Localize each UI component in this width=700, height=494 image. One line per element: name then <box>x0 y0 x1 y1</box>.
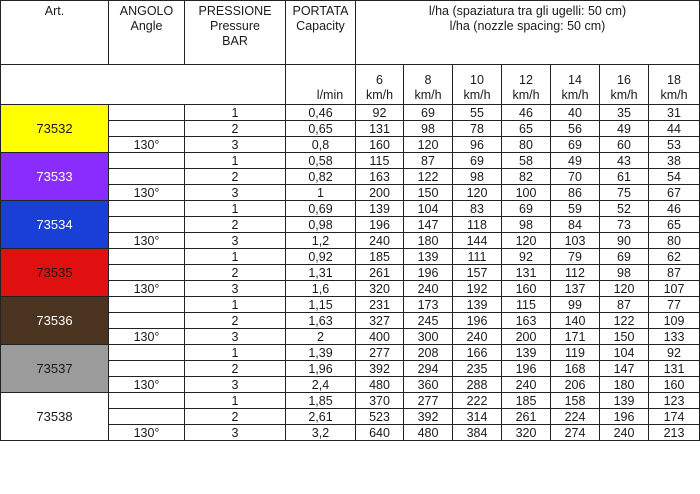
header-speed-16: 16 km/h <box>600 65 649 105</box>
pressure-cell: 1 <box>185 345 286 361</box>
lha-value-cell: 139 <box>404 249 453 265</box>
lha-value-cell: 96 <box>453 137 502 153</box>
header-capacity-unit: l/min <box>286 65 356 105</box>
lha-value-cell: 54 <box>649 169 700 185</box>
lha-value-cell: 180 <box>404 233 453 249</box>
lha-value-cell: 480 <box>356 377 404 393</box>
lha-value-cell: 46 <box>649 201 700 217</box>
angle-cell: 130° <box>109 425 185 441</box>
lha-value-cell: 274 <box>551 425 600 441</box>
capacity-cell: 1,85 <box>286 393 356 409</box>
pressure-cell: 1 <box>185 393 286 409</box>
lha-value-cell: 384 <box>453 425 502 441</box>
lha-value-cell: 200 <box>356 185 404 201</box>
lha-value-cell: 180 <box>600 377 649 393</box>
lha-value-cell: 73 <box>600 217 649 233</box>
lha-value-cell: 288 <box>453 377 502 393</box>
lha-value-cell: 392 <box>404 409 453 425</box>
capacity-cell: 0,98 <box>286 217 356 233</box>
header-speed-8: 8 km/h <box>404 65 453 105</box>
header-speed-6: 6 km/h <box>356 65 404 105</box>
lha-value-cell: 277 <box>404 393 453 409</box>
lha-value-cell: 150 <box>404 185 453 201</box>
pressure-cell: 1 <box>185 105 286 121</box>
lha-value-cell: 49 <box>551 153 600 169</box>
angle-cell: 130° <box>109 137 185 153</box>
capacity-cell: 2 <box>286 329 356 345</box>
lha-value-cell: 192 <box>453 281 502 297</box>
lha-value-cell: 98 <box>453 169 502 185</box>
lha-value-cell: 157 <box>453 265 502 281</box>
pressure-cell: 1 <box>185 249 286 265</box>
lha-value-cell: 140 <box>551 313 600 329</box>
lha-value-cell: 235 <box>453 361 502 377</box>
lha-value-cell: 46 <box>502 105 551 121</box>
lha-value-cell: 104 <box>404 201 453 217</box>
capacity-cell: 3,2 <box>286 425 356 441</box>
angle-cell <box>109 201 185 217</box>
header-speed-12: 12 km/h <box>502 65 551 105</box>
pressure-cell: 2 <box>185 361 286 377</box>
lha-value-cell: 62 <box>649 249 700 265</box>
capacity-cell: 1,63 <box>286 313 356 329</box>
angle-cell: 130° <box>109 185 185 201</box>
lha-value-cell: 122 <box>404 169 453 185</box>
lha-value-cell: 261 <box>356 265 404 281</box>
header-lha: l/ha (spaziatura tra gli ugelli: 50 cm) l/ha (nozzle spacing: 50 cm) <box>356 1 700 65</box>
capacity-cell: 0,92 <box>286 249 356 265</box>
article-code-cell: 73538 <box>1 393 109 441</box>
lha-value-cell: 196 <box>453 313 502 329</box>
article-code-cell: 73537 <box>1 345 109 393</box>
pressure-cell: 1 <box>185 153 286 169</box>
lha-value-cell: 174 <box>649 409 700 425</box>
lha-value-cell: 70 <box>551 169 600 185</box>
lha-value-cell: 111 <box>453 249 502 265</box>
lha-value-cell: 90 <box>600 233 649 249</box>
lha-value-cell: 196 <box>502 361 551 377</box>
pressure-cell: 2 <box>185 313 286 329</box>
article-code-cell: 73533 <box>1 153 109 201</box>
lha-value-cell: 43 <box>600 153 649 169</box>
lha-value-cell: 60 <box>600 137 649 153</box>
lha-value-cell: 82 <box>502 169 551 185</box>
lha-value-cell: 120 <box>404 137 453 153</box>
capacity-cell: 1,39 <box>286 345 356 361</box>
lha-value-cell: 360 <box>404 377 453 393</box>
lha-value-cell: 122 <box>600 313 649 329</box>
pressure-cell: 2 <box>185 121 286 137</box>
lha-value-cell: 52 <box>600 201 649 217</box>
lha-value-cell: 53 <box>649 137 700 153</box>
lha-value-cell: 392 <box>356 361 404 377</box>
capacity-cell: 1,96 <box>286 361 356 377</box>
angle-cell <box>109 153 185 169</box>
capacity-cell: 1,2 <box>286 233 356 249</box>
lha-value-cell: 55 <box>453 105 502 121</box>
capacity-cell: 0,69 <box>286 201 356 217</box>
lha-value-cell: 78 <box>453 121 502 137</box>
lha-value-cell: 87 <box>600 297 649 313</box>
lha-value-cell: 98 <box>502 217 551 233</box>
lha-value-cell: 640 <box>356 425 404 441</box>
lha-value-cell: 44 <box>649 121 700 137</box>
lha-value-cell: 139 <box>453 297 502 313</box>
pressure-cell: 2 <box>185 169 286 185</box>
lha-value-cell: 123 <box>649 393 700 409</box>
lha-value-cell: 166 <box>453 345 502 361</box>
lha-value-cell: 163 <box>356 169 404 185</box>
pressure-cell: 3 <box>185 185 286 201</box>
lha-value-cell: 65 <box>649 217 700 233</box>
article-code-cell: 73535 <box>1 249 109 297</box>
lha-value-cell: 67 <box>649 185 700 201</box>
lha-value-cell: 131 <box>502 265 551 281</box>
lha-value-cell: 92 <box>356 105 404 121</box>
capacity-cell: 0,82 <box>286 169 356 185</box>
pressure-cell: 1 <box>185 201 286 217</box>
lha-value-cell: 196 <box>356 217 404 233</box>
angle-cell <box>109 121 185 137</box>
lha-value-cell: 240 <box>453 329 502 345</box>
article-code-cell: 73536 <box>1 297 109 345</box>
capacity-cell: 0,8 <box>286 137 356 153</box>
table-row <box>1 105 700 121</box>
lha-value-cell: 222 <box>453 393 502 409</box>
lha-value-cell: 231 <box>356 297 404 313</box>
lha-value-cell: 120 <box>453 185 502 201</box>
lha-value-cell: 261 <box>502 409 551 425</box>
lha-value-cell: 103 <box>551 233 600 249</box>
pressure-cell: 3 <box>185 329 286 345</box>
lha-value-cell: 208 <box>404 345 453 361</box>
lha-value-cell: 118 <box>453 217 502 233</box>
lha-value-cell: 370 <box>356 393 404 409</box>
lha-value-cell: 213 <box>649 425 700 441</box>
pressure-cell: 3 <box>185 281 286 297</box>
lha-value-cell: 144 <box>453 233 502 249</box>
lha-value-cell: 160 <box>356 137 404 153</box>
lha-value-cell: 206 <box>551 377 600 393</box>
lha-value-cell: 171 <box>551 329 600 345</box>
lha-value-cell: 147 <box>600 361 649 377</box>
lha-value-cell: 69 <box>453 153 502 169</box>
lha-value-cell: 163 <box>502 313 551 329</box>
header-angle: ANGOLO Angle <box>109 1 185 65</box>
lha-value-cell: 277 <box>356 345 404 361</box>
lha-value-cell: 139 <box>356 201 404 217</box>
lha-value-cell: 158 <box>551 393 600 409</box>
pressure-cell: 2 <box>185 265 286 281</box>
lha-value-cell: 240 <box>502 377 551 393</box>
lha-value-cell: 87 <box>649 265 700 281</box>
lha-value-cell: 115 <box>502 297 551 313</box>
lha-value-cell: 196 <box>600 409 649 425</box>
lha-value-cell: 160 <box>502 281 551 297</box>
pressure-cell: 2 <box>185 217 286 233</box>
lha-value-cell: 69 <box>502 201 551 217</box>
capacity-cell: 2,4 <box>286 377 356 393</box>
lha-value-cell: 31 <box>649 105 700 121</box>
angle-cell <box>109 169 185 185</box>
lha-value-cell: 131 <box>356 121 404 137</box>
lha-value-cell: 480 <box>404 425 453 441</box>
lha-value-cell: 107 <box>649 281 700 297</box>
lha-value-cell: 99 <box>551 297 600 313</box>
lha-value-cell: 150 <box>600 329 649 345</box>
capacity-cell: 0,58 <box>286 153 356 169</box>
angle-cell <box>109 313 185 329</box>
lha-value-cell: 98 <box>404 121 453 137</box>
table-body <box>1 1 700 441</box>
angle-cell <box>109 217 185 233</box>
angle-cell: 130° <box>109 281 185 297</box>
capacity-cell: 1,15 <box>286 297 356 313</box>
angle-cell <box>109 361 185 377</box>
angle-cell <box>109 105 185 121</box>
lha-value-cell: 224 <box>551 409 600 425</box>
lha-value-cell: 56 <box>551 121 600 137</box>
capacity-cell: 0,46 <box>286 105 356 121</box>
lha-value-cell: 327 <box>356 313 404 329</box>
lha-value-cell: 139 <box>600 393 649 409</box>
lha-value-cell: 49 <box>600 121 649 137</box>
lha-value-cell: 147 <box>404 217 453 233</box>
lha-value-cell: 100 <box>502 185 551 201</box>
lha-value-cell: 173 <box>404 297 453 313</box>
lha-value-cell: 300 <box>404 329 453 345</box>
lha-value-cell: 314 <box>453 409 502 425</box>
table-row <box>1 345 700 361</box>
lha-value-cell: 69 <box>404 105 453 121</box>
table-row <box>1 393 700 409</box>
article-code-cell: 73532 <box>1 105 109 153</box>
header-row-2 <box>1 65 700 105</box>
lha-value-cell: 160 <box>649 377 700 393</box>
capacity-cell: 1,6 <box>286 281 356 297</box>
lha-value-cell: 112 <box>551 265 600 281</box>
header-art: Art. <box>1 1 109 65</box>
lha-value-cell: 320 <box>356 281 404 297</box>
lha-value-cell: 185 <box>502 393 551 409</box>
pressure-cell: 2 <box>185 409 286 425</box>
header-capacity: PORTATA Capacity <box>286 1 356 65</box>
capacity-cell: 2,61 <box>286 409 356 425</box>
lha-value-cell: 200 <box>502 329 551 345</box>
pressure-cell: 3 <box>185 137 286 153</box>
header-blank <box>1 65 286 105</box>
lha-value-cell: 92 <box>502 249 551 265</box>
lha-value-cell: 109 <box>649 313 700 329</box>
angle-cell <box>109 297 185 313</box>
lha-value-cell: 185 <box>356 249 404 265</box>
lha-value-cell: 80 <box>502 137 551 153</box>
lha-value-cell: 61 <box>600 169 649 185</box>
angle-cell <box>109 393 185 409</box>
lha-value-cell: 92 <box>649 345 700 361</box>
lha-value-cell: 120 <box>502 233 551 249</box>
angle-cell <box>109 345 185 361</box>
lha-value-cell: 59 <box>551 201 600 217</box>
lha-value-cell: 115 <box>356 153 404 169</box>
lha-value-cell: 320 <box>502 425 551 441</box>
capacity-cell: 1,31 <box>286 265 356 281</box>
lha-value-cell: 79 <box>551 249 600 265</box>
table-row <box>1 153 700 169</box>
lha-value-cell: 196 <box>404 265 453 281</box>
lha-value-cell: 245 <box>404 313 453 329</box>
lha-value-cell: 240 <box>356 233 404 249</box>
header-speed-18: 18 km/h <box>649 65 700 105</box>
angle-cell <box>109 265 185 281</box>
lha-value-cell: 65 <box>502 121 551 137</box>
lha-value-cell: 58 <box>502 153 551 169</box>
lha-value-cell: 83 <box>453 201 502 217</box>
lha-value-cell: 104 <box>600 345 649 361</box>
pressure-cell: 3 <box>185 233 286 249</box>
lha-value-cell: 119 <box>551 345 600 361</box>
lha-value-cell: 69 <box>600 249 649 265</box>
pressure-cell: 3 <box>185 425 286 441</box>
table-row <box>1 249 700 265</box>
lha-value-cell: 139 <box>502 345 551 361</box>
lha-value-cell: 87 <box>404 153 453 169</box>
lha-value-cell: 131 <box>649 361 700 377</box>
lha-value-cell: 84 <box>551 217 600 233</box>
pressure-cell: 1 <box>185 297 286 313</box>
lha-value-cell: 69 <box>551 137 600 153</box>
header-row-1 <box>1 1 700 65</box>
header-speed-10: 10 km/h <box>453 65 502 105</box>
lha-value-cell: 75 <box>600 185 649 201</box>
lha-value-cell: 38 <box>649 153 700 169</box>
angle-cell: 130° <box>109 329 185 345</box>
table-row <box>1 297 700 313</box>
angle-cell: 130° <box>109 377 185 393</box>
lha-value-cell: 240 <box>600 425 649 441</box>
lha-value-cell: 98 <box>600 265 649 281</box>
article-code-cell: 73534 <box>1 201 109 249</box>
angle-cell <box>109 249 185 265</box>
lha-value-cell: 80 <box>649 233 700 249</box>
lha-value-cell: 133 <box>649 329 700 345</box>
lha-value-cell: 120 <box>600 281 649 297</box>
lha-value-cell: 294 <box>404 361 453 377</box>
capacity-cell: 0,65 <box>286 121 356 137</box>
angle-cell <box>109 409 185 425</box>
lha-value-cell: 137 <box>551 281 600 297</box>
header-pressure: PRESSIONE Pressure BAR <box>185 1 286 65</box>
lha-value-cell: 35 <box>600 105 649 121</box>
lha-value-cell: 86 <box>551 185 600 201</box>
lha-value-cell: 168 <box>551 361 600 377</box>
lha-value-cell: 40 <box>551 105 600 121</box>
table-row <box>1 201 700 217</box>
lha-value-cell: 523 <box>356 409 404 425</box>
lha-value-cell: 77 <box>649 297 700 313</box>
pressure-cell: 3 <box>185 377 286 393</box>
capacity-cell: 1 <box>286 185 356 201</box>
lha-value-cell: 240 <box>404 281 453 297</box>
lha-value-cell: 400 <box>356 329 404 345</box>
angle-cell: 130° <box>109 233 185 249</box>
header-speed-14: 14 km/h <box>551 65 600 105</box>
